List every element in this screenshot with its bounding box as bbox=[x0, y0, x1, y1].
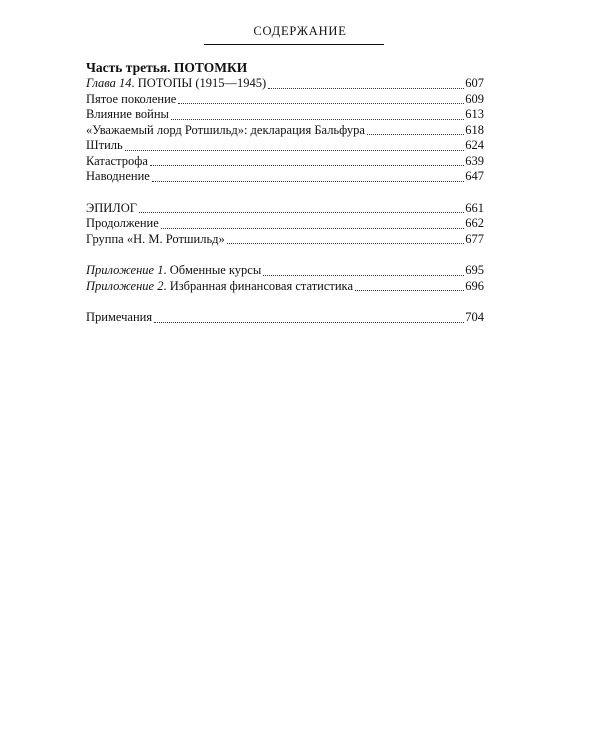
appendix-number: Приложение 2 bbox=[86, 278, 164, 293]
dot-leader bbox=[268, 88, 464, 89]
toc-entry-label: Примечания bbox=[86, 310, 153, 324]
dot-leader bbox=[263, 275, 464, 276]
page-number: 647 bbox=[465, 169, 484, 183]
page-number: 609 bbox=[465, 91, 484, 106]
toc-entry-label bbox=[86, 279, 353, 295]
table-of-contents bbox=[86, 60, 484, 326]
dot-leader bbox=[355, 290, 464, 291]
spacer bbox=[86, 185, 484, 201]
dot-leader bbox=[139, 212, 464, 213]
toc-entry-label: Влияние войны bbox=[86, 107, 169, 121]
toc-entry-chapter-14[interactable] bbox=[86, 76, 484, 92]
toc-entry-epilogue[interactable] bbox=[86, 201, 484, 217]
toc-entry-label bbox=[86, 76, 266, 92]
dot-leader bbox=[154, 322, 464, 323]
spacer bbox=[86, 247, 484, 263]
dot-leader bbox=[178, 103, 464, 104]
dot-leader bbox=[125, 150, 465, 151]
dot-leader bbox=[367, 134, 464, 135]
chapter-title: . ПОТОПЫ (1915—1945) bbox=[131, 76, 267, 90]
chapter-number: Глава 14 bbox=[86, 76, 132, 90]
page-number: 624 bbox=[465, 138, 484, 152]
toc-entry-label: Наводнение bbox=[86, 169, 150, 183]
toc-entry-section[interactable] bbox=[86, 232, 484, 248]
page-number: 695 bbox=[465, 263, 484, 277]
dot-leader bbox=[150, 165, 464, 166]
page-number: 662 bbox=[465, 216, 484, 230]
toc-entry-label: Продолжение bbox=[86, 216, 159, 230]
toc-entry-section[interactable] bbox=[86, 107, 484, 123]
toc-entry-section[interactable] bbox=[86, 92, 484, 108]
page-number: 639 bbox=[465, 153, 484, 168]
page-number: 613 bbox=[465, 107, 484, 121]
toc-entry-appendix-1[interactable] bbox=[86, 263, 484, 279]
toc-entry-label: «Уважаемый лорд Ротшильд»: декларация Бальфура bbox=[86, 122, 365, 137]
toc-entry-label: Пятое поколение bbox=[86, 91, 177, 106]
toc-entry-notes[interactable] bbox=[86, 310, 484, 326]
appendix-number: Приложение 1 bbox=[86, 263, 164, 277]
appendix-title: . Избранная финансовая статистика bbox=[163, 278, 353, 293]
toc-entry-label: ЭПИЛОГ bbox=[86, 200, 138, 215]
toc-entry-label: Катастрофа bbox=[86, 153, 148, 168]
dot-leader bbox=[171, 119, 464, 120]
spacer bbox=[86, 294, 484, 310]
toc-entry-section[interactable] bbox=[86, 123, 484, 139]
page-number: 618 bbox=[465, 122, 484, 137]
toc-entry-section[interactable] bbox=[86, 216, 484, 232]
toc-entry-label bbox=[86, 263, 261, 279]
toc-entry-label: Группа «Н. М. Ротшильд» bbox=[86, 231, 225, 246]
dot-leader bbox=[152, 181, 464, 182]
page-number: 696 bbox=[465, 278, 484, 293]
dot-leader bbox=[227, 243, 464, 244]
toc-entry-label: Штиль bbox=[86, 138, 123, 152]
part-title: Часть третья. ПОТОМКИ bbox=[86, 60, 248, 75]
toc-entry-section[interactable] bbox=[86, 154, 484, 170]
page-number: 677 bbox=[465, 231, 484, 246]
page-number: 661 bbox=[465, 200, 484, 215]
page-number: 704 bbox=[465, 310, 484, 324]
toc-entry-section[interactable] bbox=[86, 169, 484, 185]
toc-entry-appendix-2[interactable] bbox=[86, 279, 484, 295]
appendix-title: . Обменные курсы bbox=[163, 263, 262, 277]
dot-leader bbox=[161, 228, 464, 229]
running-header: СОДЕРЖАНИЕ bbox=[253, 24, 347, 38]
toc-entry-section[interactable] bbox=[86, 138, 484, 154]
page-number: 607 bbox=[465, 76, 484, 90]
header-rule bbox=[204, 44, 384, 45]
